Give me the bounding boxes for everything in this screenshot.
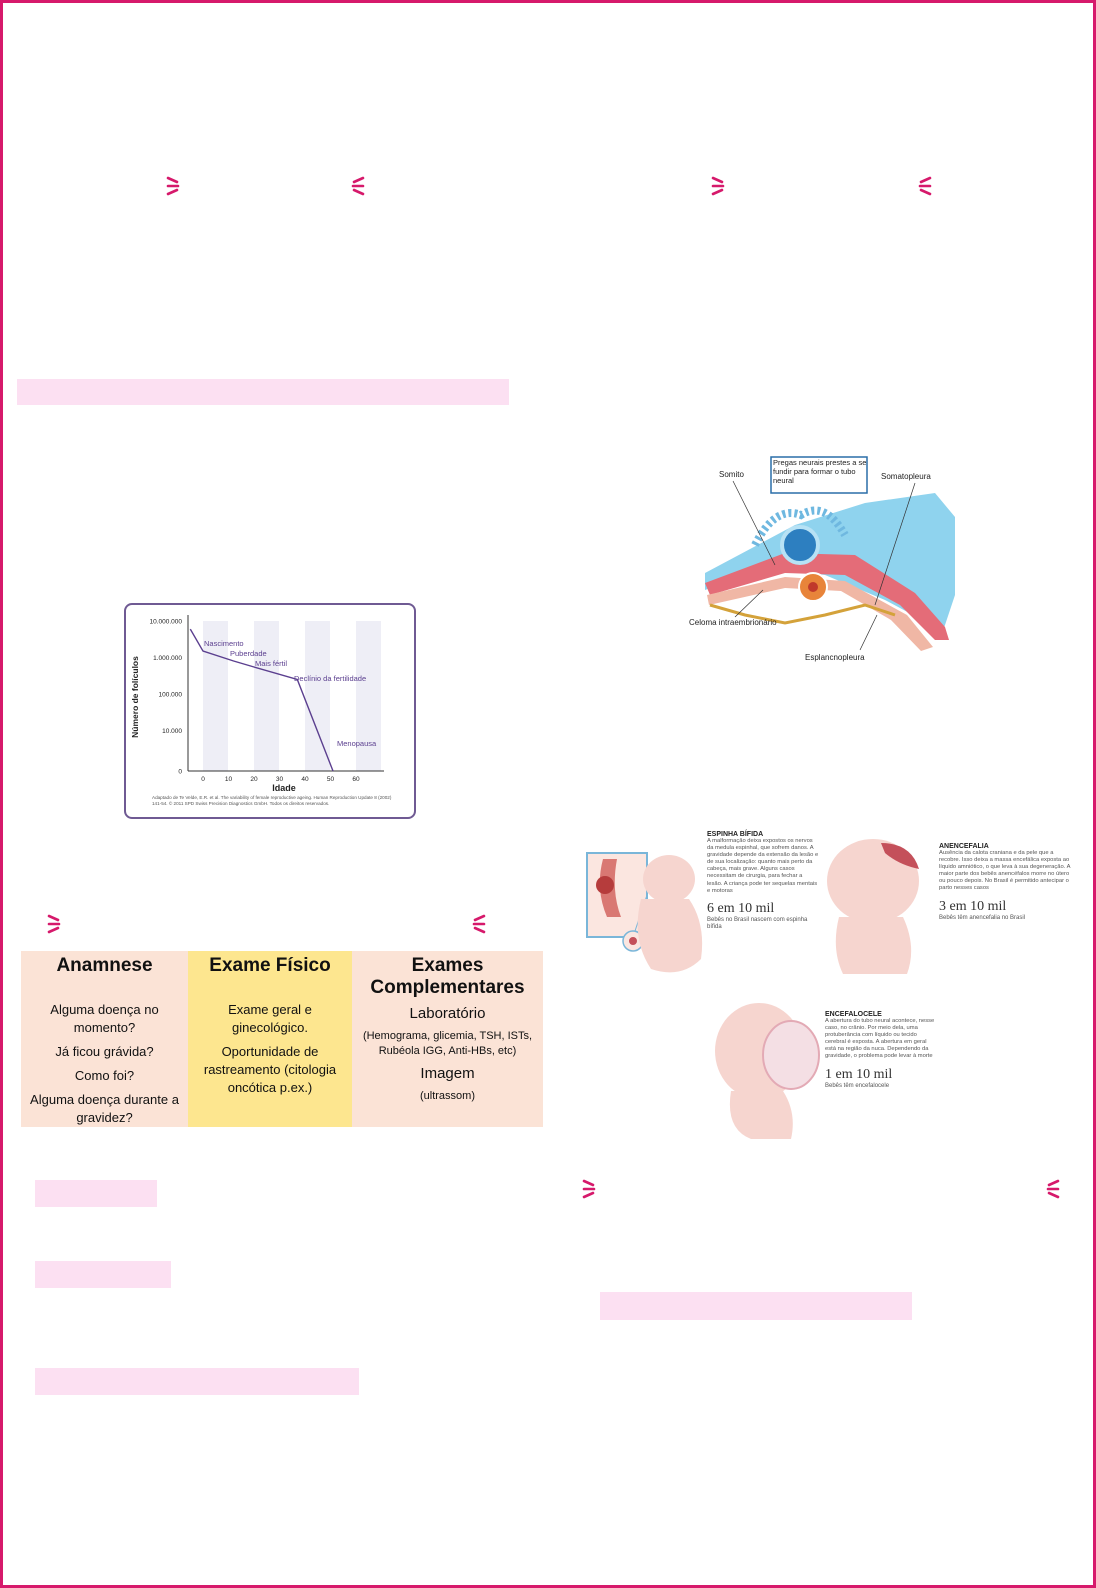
title-left-tick-icon — [710, 175, 728, 197]
laboratorio-label: Laboratório — [409, 1005, 486, 1022]
espinha-bifida-stat: 6 em 10 mil — [707, 900, 775, 916]
title-left-tick-icon — [581, 1178, 599, 1200]
highlight-bar — [35, 1261, 171, 1288]
x-tick-label: 30 — [275, 776, 284, 783]
label-pregas: Pregas neurais prestes a se fundir para formar o tubo neural — [773, 458, 867, 485]
title-left-tick-icon — [165, 175, 183, 197]
embryo-cross-section-figure — [685, 455, 975, 670]
chart-y-axis-label: Número de folículos — [130, 656, 140, 738]
anencefalia-title: ANENCEFALIA — [939, 843, 989, 850]
embryo-illustration — [685, 455, 975, 670]
espinha-bifida-title: ESPINHA BÍFIDA — [707, 831, 764, 838]
exames-complementares-column — [352, 951, 543, 1127]
y-tick-label: 10.000.000 — [149, 618, 182, 626]
laboratorio-detail: (Hemograma, glicemia, TSH, ISTs, Rubéola IGG, Anti-HBs, etc) — [362, 1030, 533, 1057]
label-pregas-wrap — [773, 458, 867, 492]
espinha-bifida-block — [707, 831, 819, 931]
encefalocele-block — [825, 1011, 937, 1090]
espinha-bifida-note: Bebês no Brasil nascem com espinha bífida — [707, 916, 808, 930]
x-tick-label: 10 — [224, 776, 233, 783]
anencefalia-stat: 3 em 10 mil — [939, 898, 1007, 914]
label-celoma: Celoma intraembrionário — [689, 618, 777, 627]
imagem-label: Imagem — [420, 1065, 475, 1082]
title-right-tick-icon — [469, 913, 487, 935]
annotation-puberdade: Puberdade — [230, 649, 267, 658]
title-right-tick-icon — [348, 175, 366, 197]
annotation-nascimento: Nascimento — [204, 639, 244, 648]
x-tick-label: 50 — [326, 776, 335, 783]
highlight-bar — [35, 1368, 359, 1395]
exame-fisico-title: Exame Físico — [209, 955, 331, 976]
anamnese-column — [21, 951, 188, 1127]
highlight-bar — [35, 1180, 157, 1207]
anamnese-item: Alguma doença no momento? — [50, 1002, 159, 1035]
title-left-tick-icon — [46, 913, 64, 935]
anamnese-title: Anamnese — [56, 955, 153, 976]
anencefalia-note: Bebês têm anencefalia no Brasil — [939, 914, 1026, 921]
espinha-bifida-text: A malformação deixa expostos os nervos da medula espinhal, que sofrem danos. A gravidade depende da extensão da lesão e de sua localização: quanto mais perto da cabeça, mais grave. Alguns casos necessitam de cirurgia, para fechar a lesão. A criança pode ter sequelas mentais e motoras — [707, 838, 819, 894]
annotation-mais-fertil: Mais fértil — [255, 659, 288, 668]
label-somito: Somito — [719, 470, 744, 479]
follicle-chart — [124, 603, 416, 819]
y-tick-label: 0 — [178, 768, 182, 776]
title-right-tick-icon — [915, 175, 933, 197]
exame-fisico-item: Oportunidade de rastreamento (citologia oncótica p.ex.) — [203, 1044, 337, 1095]
anencefalia-text: Ausência da calota craniana e da pele que a recobre. Isso deixa a massa encefálica exposta ao líquido amniótico, o que leva à sua degeneração. A maior parte dos bebês anencéfalos morre no útero ou pouco depois. No Brasil é permitido antecipar o parto nesses casos — [939, 850, 1071, 892]
highlight-bar — [17, 379, 509, 405]
chart-x-axis-label: Idade — [272, 783, 296, 793]
annotation-menopausa: Menopausa — [337, 739, 377, 748]
anamnese-item: Alguma doença durante a gravidez? — [30, 1092, 179, 1125]
annotation-declinio: Declínio da fertilidade — [294, 674, 367, 683]
y-tick-label: 1.000.000 — [153, 655, 182, 662]
chart-source-note: Adaptado de Te Velde, E.R. et al. The variability of female reproductive ageing. Human Reproduction Update 8 (2002) 141-54. © 2011 SPD Swiss Precision Diagnostics GmbH. Todos os direitos reservados. — [152, 795, 392, 806]
title-right-tick-icon — [1043, 1178, 1061, 1200]
x-tick-label: 0 — [201, 776, 205, 783]
encefalocele-note: Bebês têm encefalocele — [825, 1082, 890, 1089]
x-tick-label: 60 — [352, 776, 360, 783]
encefalocele-stat: 1 em 10 mil — [825, 1066, 893, 1082]
follicle-chart-svg — [126, 605, 414, 817]
x-tick-label: 40 — [301, 776, 309, 783]
anamnese-item: Como foi? — [74, 1068, 135, 1083]
exames-complementares-title: Exames Complementares — [370, 955, 525, 998]
label-somatopleura: Somatopleura — [881, 472, 931, 481]
evaluation-table — [21, 951, 543, 1127]
highlight-bar — [600, 1292, 912, 1320]
encefalocele-title: ENCEFALOCELE — [825, 1011, 882, 1018]
exame-fisico-item: Exame geral e ginecológico. — [228, 1002, 312, 1035]
anencefalia-block — [939, 843, 1075, 922]
exame-fisico-column — [188, 951, 352, 1127]
chart-source-wrap — [152, 795, 392, 815]
y-tick-label: 10.000 — [162, 728, 182, 735]
neural-tube-defects-infographic — [581, 829, 1079, 1147]
y-tick-label: 100.000 — [158, 691, 182, 699]
x-tick-label: 20 — [250, 776, 258, 783]
label-esplancnopleura: Esplancnopleura — [805, 653, 865, 662]
imagem-detail: (ultrassom) — [419, 1090, 475, 1102]
anamnese-item: Já ficou grávida? — [55, 1044, 154, 1059]
encefalocele-text: A abertura do tubo neural acontece, nesse caso, no crânio. Por meio dela, uma protuberância com líquido ou tecido cerebral é exposta. A abertura em geral está na região da nuca. Dependendo da gravidade, o problema pode levar à morte — [825, 1018, 935, 1060]
